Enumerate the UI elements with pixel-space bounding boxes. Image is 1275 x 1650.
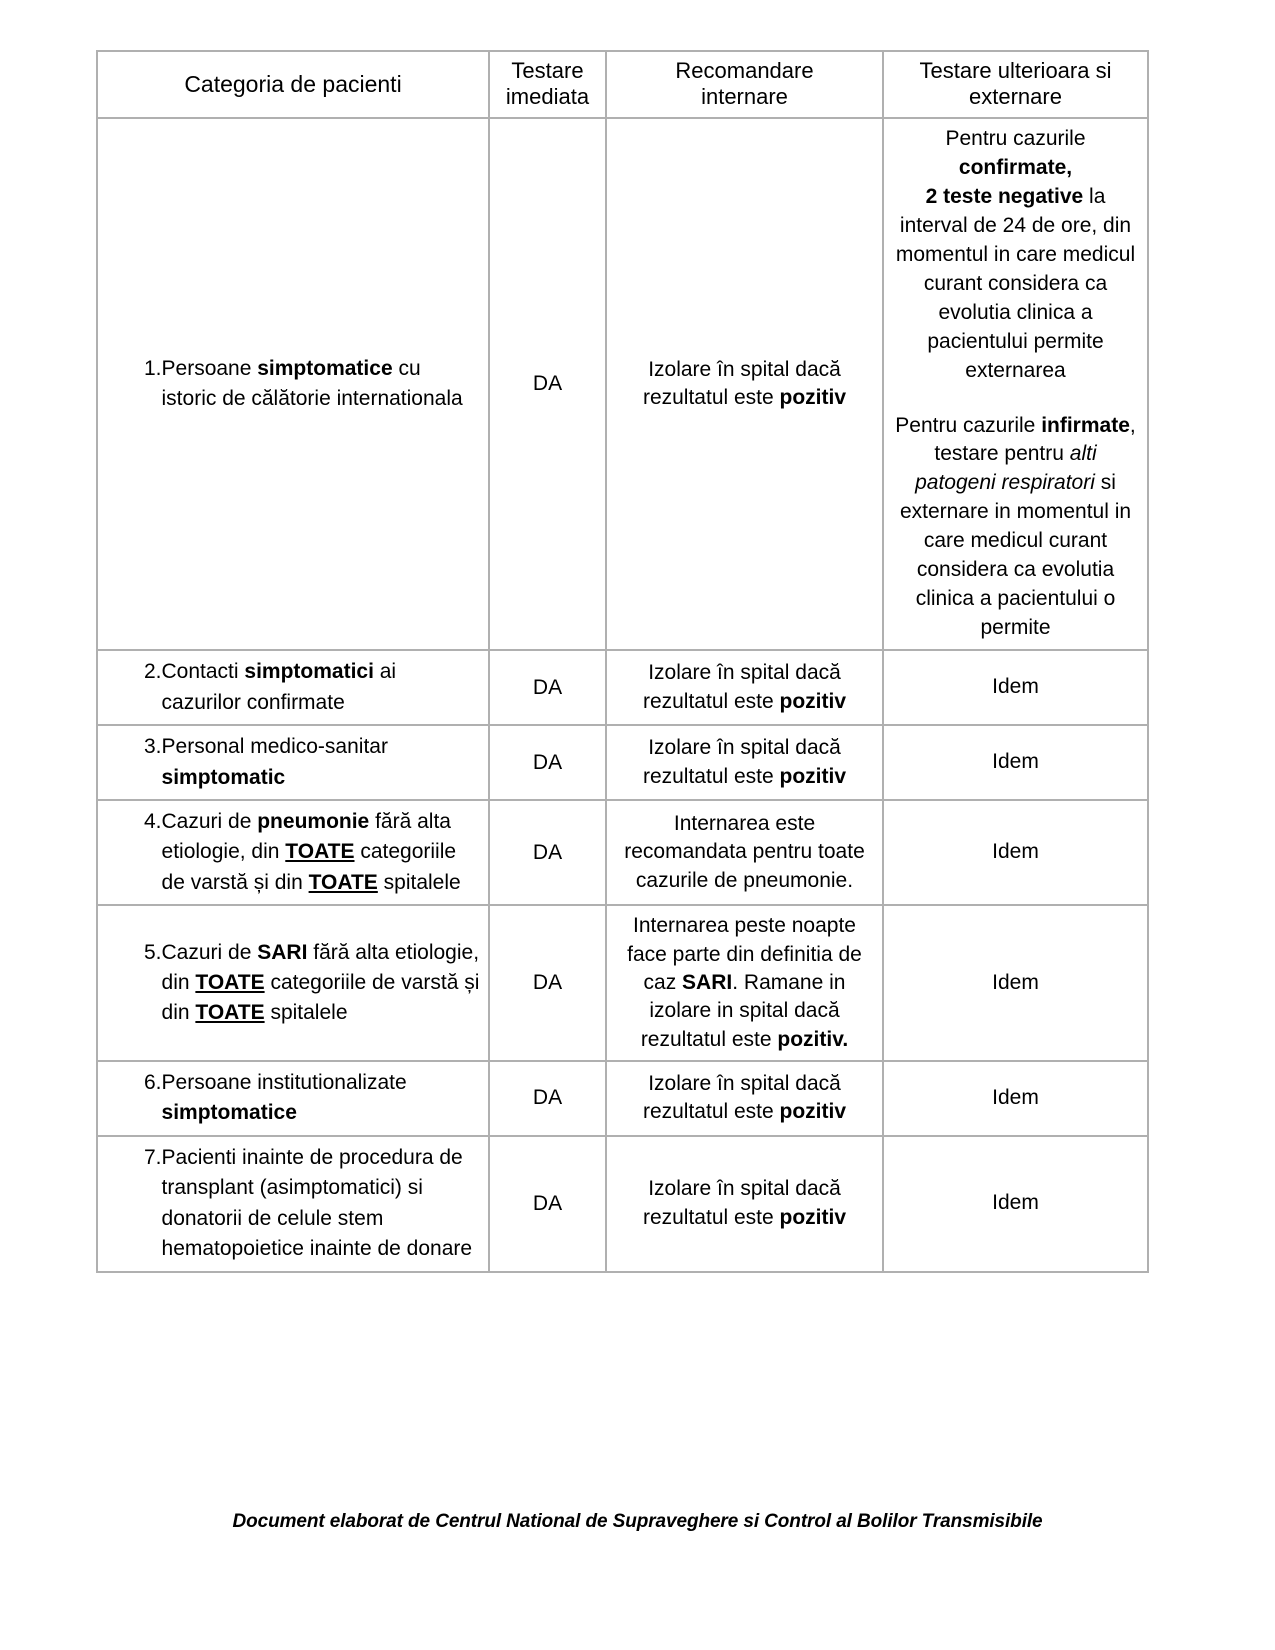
cell-recomandare — [606, 905, 883, 1061]
list-number: 1. — [144, 356, 162, 380]
category-part-g: spitalele — [377, 870, 461, 894]
cell-recomandare: Internarea este recomandata pentru toate cazurile de pneumonie. — [606, 800, 883, 905]
category-part-e: categoriile de varstă și din — [161, 840, 457, 894]
cell-recomandare — [606, 1136, 883, 1272]
list-number: 2. — [144, 660, 162, 684]
column-header-categoria: Categoria de pacienti — [97, 51, 489, 118]
category-part-c: ai cazurilor confirmate — [161, 660, 397, 714]
table-row — [97, 1136, 1148, 1272]
category-part-a: Personal medico-sanitar — [161, 735, 388, 759]
ext-part-d: la interval de 24 de ore, din momentul in care medicul curant considera ca evolutia clinica a pacientului permite externarea — [895, 184, 1136, 382]
ext-part-c-bold: 2 teste negative — [925, 184, 1084, 208]
cell-categoria — [97, 650, 489, 725]
header-line-2: externare — [969, 84, 1062, 110]
list-number: 6. — [144, 1071, 162, 1095]
cell-categoria — [97, 725, 489, 800]
category-item — [106, 807, 480, 898]
cell-testare-ulterioara: Idem — [883, 650, 1148, 725]
cell-testare-ulterioara: Idem — [883, 800, 1148, 905]
cell-categoria — [97, 800, 489, 905]
category-part-d-bold-underline: TOATE — [285, 840, 355, 864]
category-part-b-bold: simptomatice — [257, 356, 393, 380]
column-header-recomandare-internare — [606, 51, 883, 118]
cell-testare-imediata: DA — [489, 800, 606, 905]
cell-testare-imediata: DA — [489, 905, 606, 1061]
category-part-b-bold: pneumonie — [257, 810, 370, 833]
table-row — [97, 1061, 1148, 1136]
category-item — [106, 938, 480, 1029]
ext-part-b-bold: confirmate, — [958, 155, 1073, 179]
cell-recomandare — [606, 725, 883, 800]
cell-recomandare — [606, 1061, 883, 1136]
paragraph-spacer — [892, 386, 1139, 412]
header-line-2: internare — [701, 84, 788, 110]
category-text — [162, 657, 480, 718]
ext2-part-b-bold: infirmate — [1041, 413, 1130, 437]
table-row — [97, 905, 1148, 1061]
ext-paragraph-1 — [892, 125, 1139, 386]
category-item — [106, 657, 480, 718]
category-part-f-bold-underline: TOATE — [195, 1001, 265, 1025]
category-part-c: fără alta etiologie, din — [161, 810, 451, 864]
category-part-b-bold: simptomatic — [161, 765, 286, 789]
header-line-1: Recomandare — [675, 58, 814, 83]
category-part-c: cu istoric de călătorie internationala — [161, 356, 463, 411]
cell-categoria — [97, 1136, 489, 1272]
category-part-a: Persoane institutionalizate — [161, 1071, 407, 1095]
cell-testare-imediata: DA — [489, 118, 606, 650]
ext2-part-c: , testare pentru — [934, 413, 1136, 466]
list-number: 4. — [144, 810, 162, 833]
category-part-e: categoriile de varstă și din — [161, 970, 480, 1025]
rec-part-b-bold: pozitiv — [779, 764, 847, 788]
category-text: Pacienti inainte de procedura de transplant (asimptomatici) si donatorii de celule stem hematopoietice inainte de donare — [161, 1145, 473, 1261]
header-line-1: Testare — [511, 58, 584, 83]
category-part-g: spitalele — [264, 1001, 348, 1025]
table-header-row — [97, 51, 1148, 118]
category-part-a: Persoane — [161, 356, 258, 380]
rec-part-a: Internarea peste noapte face parte din definitia de caz — [627, 914, 862, 994]
header-line-2: imediata — [505, 84, 590, 110]
list-number: 3. — [144, 735, 162, 759]
patient-testing-table — [96, 50, 1149, 1273]
cell-testare-ulterioara: Idem — [883, 905, 1148, 1061]
cell-testare-ulterioara: Idem — [883, 1061, 1148, 1136]
rec-part-b-bold: pozitiv — [779, 1205, 847, 1229]
table-row — [97, 650, 1148, 725]
category-text — [162, 1068, 480, 1129]
cell-categoria — [97, 118, 489, 650]
cell-recomandare — [606, 650, 883, 725]
table-body — [97, 118, 1148, 1272]
header-line-1: Testare ulterioara si — [919, 58, 1112, 83]
category-item — [106, 1143, 480, 1265]
column-header-testare-ulterioara — [883, 51, 1148, 118]
category-part-f-bold-underline: TOATE — [308, 870, 378, 894]
cell-testare-imediata: DA — [489, 650, 606, 725]
table-head — [97, 51, 1148, 118]
category-part-c: fără alta etiologie, din — [161, 940, 480, 994]
ext2-part-a: Pentru cazurile — [895, 413, 1042, 437]
ext-part-a: Pentru cazurile — [945, 126, 1086, 150]
category-text — [162, 807, 480, 898]
cell-categoria — [97, 905, 489, 1061]
table-row — [97, 725, 1148, 800]
category-text — [162, 938, 480, 1029]
cell-testare-ulterioara — [883, 118, 1148, 650]
cell-testare-imediata: DA — [489, 1061, 606, 1136]
category-part-a: Cazuri de — [161, 810, 258, 833]
rec-part-b-bold: pozitiv — [779, 386, 847, 410]
column-header-testare-imediata — [489, 51, 606, 118]
category-part-b-bold: SARI — [257, 940, 308, 964]
category-part-a: Cazuri de — [161, 940, 258, 964]
document-footer: Document elaborat de Centrul National de Supraveghere si Control al Bolilor Transmisibile — [232, 1511, 1043, 1532]
category-item — [106, 732, 480, 793]
ext2-part-e: si externare in momentul in care medicul curant considera ca evolutia clinica a pacientului o permite — [899, 471, 1132, 640]
category-part-a: Contacti — [161, 660, 245, 684]
rec-part-a: Izolare în spital dacă rezultatul este — [642, 661, 841, 713]
ext-paragraph-2 — [892, 412, 1139, 644]
rec-part-b-bold: pozitiv — [779, 1100, 847, 1124]
cell-categoria — [97, 1061, 489, 1136]
table-row — [97, 118, 1148, 650]
rec-part-a: Izolare în spital dacă rezultatul este — [642, 1177, 841, 1229]
cell-testare-imediata: DA — [489, 1136, 606, 1272]
category-part-d-bold-underline: TOATE — [195, 970, 265, 994]
category-part-b-bold: simptomatici — [244, 660, 374, 684]
patient-testing-table-wrapper — [96, 50, 1147, 1273]
list-number: 7. — [144, 1145, 162, 1169]
rec-part-b-bold: pozitiv — [779, 689, 847, 713]
list-number: 5. — [144, 940, 162, 964]
category-text — [162, 354, 480, 415]
ext2-part-d-italic: alti patogeni respiratori — [915, 442, 1097, 495]
category-item — [106, 354, 480, 415]
cell-recomandare — [606, 118, 883, 650]
category-part-b-bold: simptomatice — [161, 1101, 297, 1125]
rec-part-a: Izolare în spital dacă rezultatul este — [642, 736, 841, 788]
rec-part-a: Izolare în spital dacă rezultatul este — [642, 1072, 841, 1124]
cell-testare-ulterioara: Idem — [883, 725, 1148, 800]
rec-part-a: Izolare în spital dacă rezultatul este — [642, 357, 841, 410]
rec-part-b-bold: SARI — [682, 971, 733, 994]
category-item — [106, 1068, 480, 1129]
category-text — [162, 732, 480, 793]
rec-part-c: . Ramane in izolare in spital dacă rezultatul este — [640, 971, 846, 1051]
table-row — [97, 800, 1148, 905]
cell-testare-ulterioara: Idem — [883, 1136, 1148, 1272]
cell-testare-imediata: DA — [489, 725, 606, 800]
rec-part-d-bold: pozitiv. — [777, 1027, 849, 1051]
